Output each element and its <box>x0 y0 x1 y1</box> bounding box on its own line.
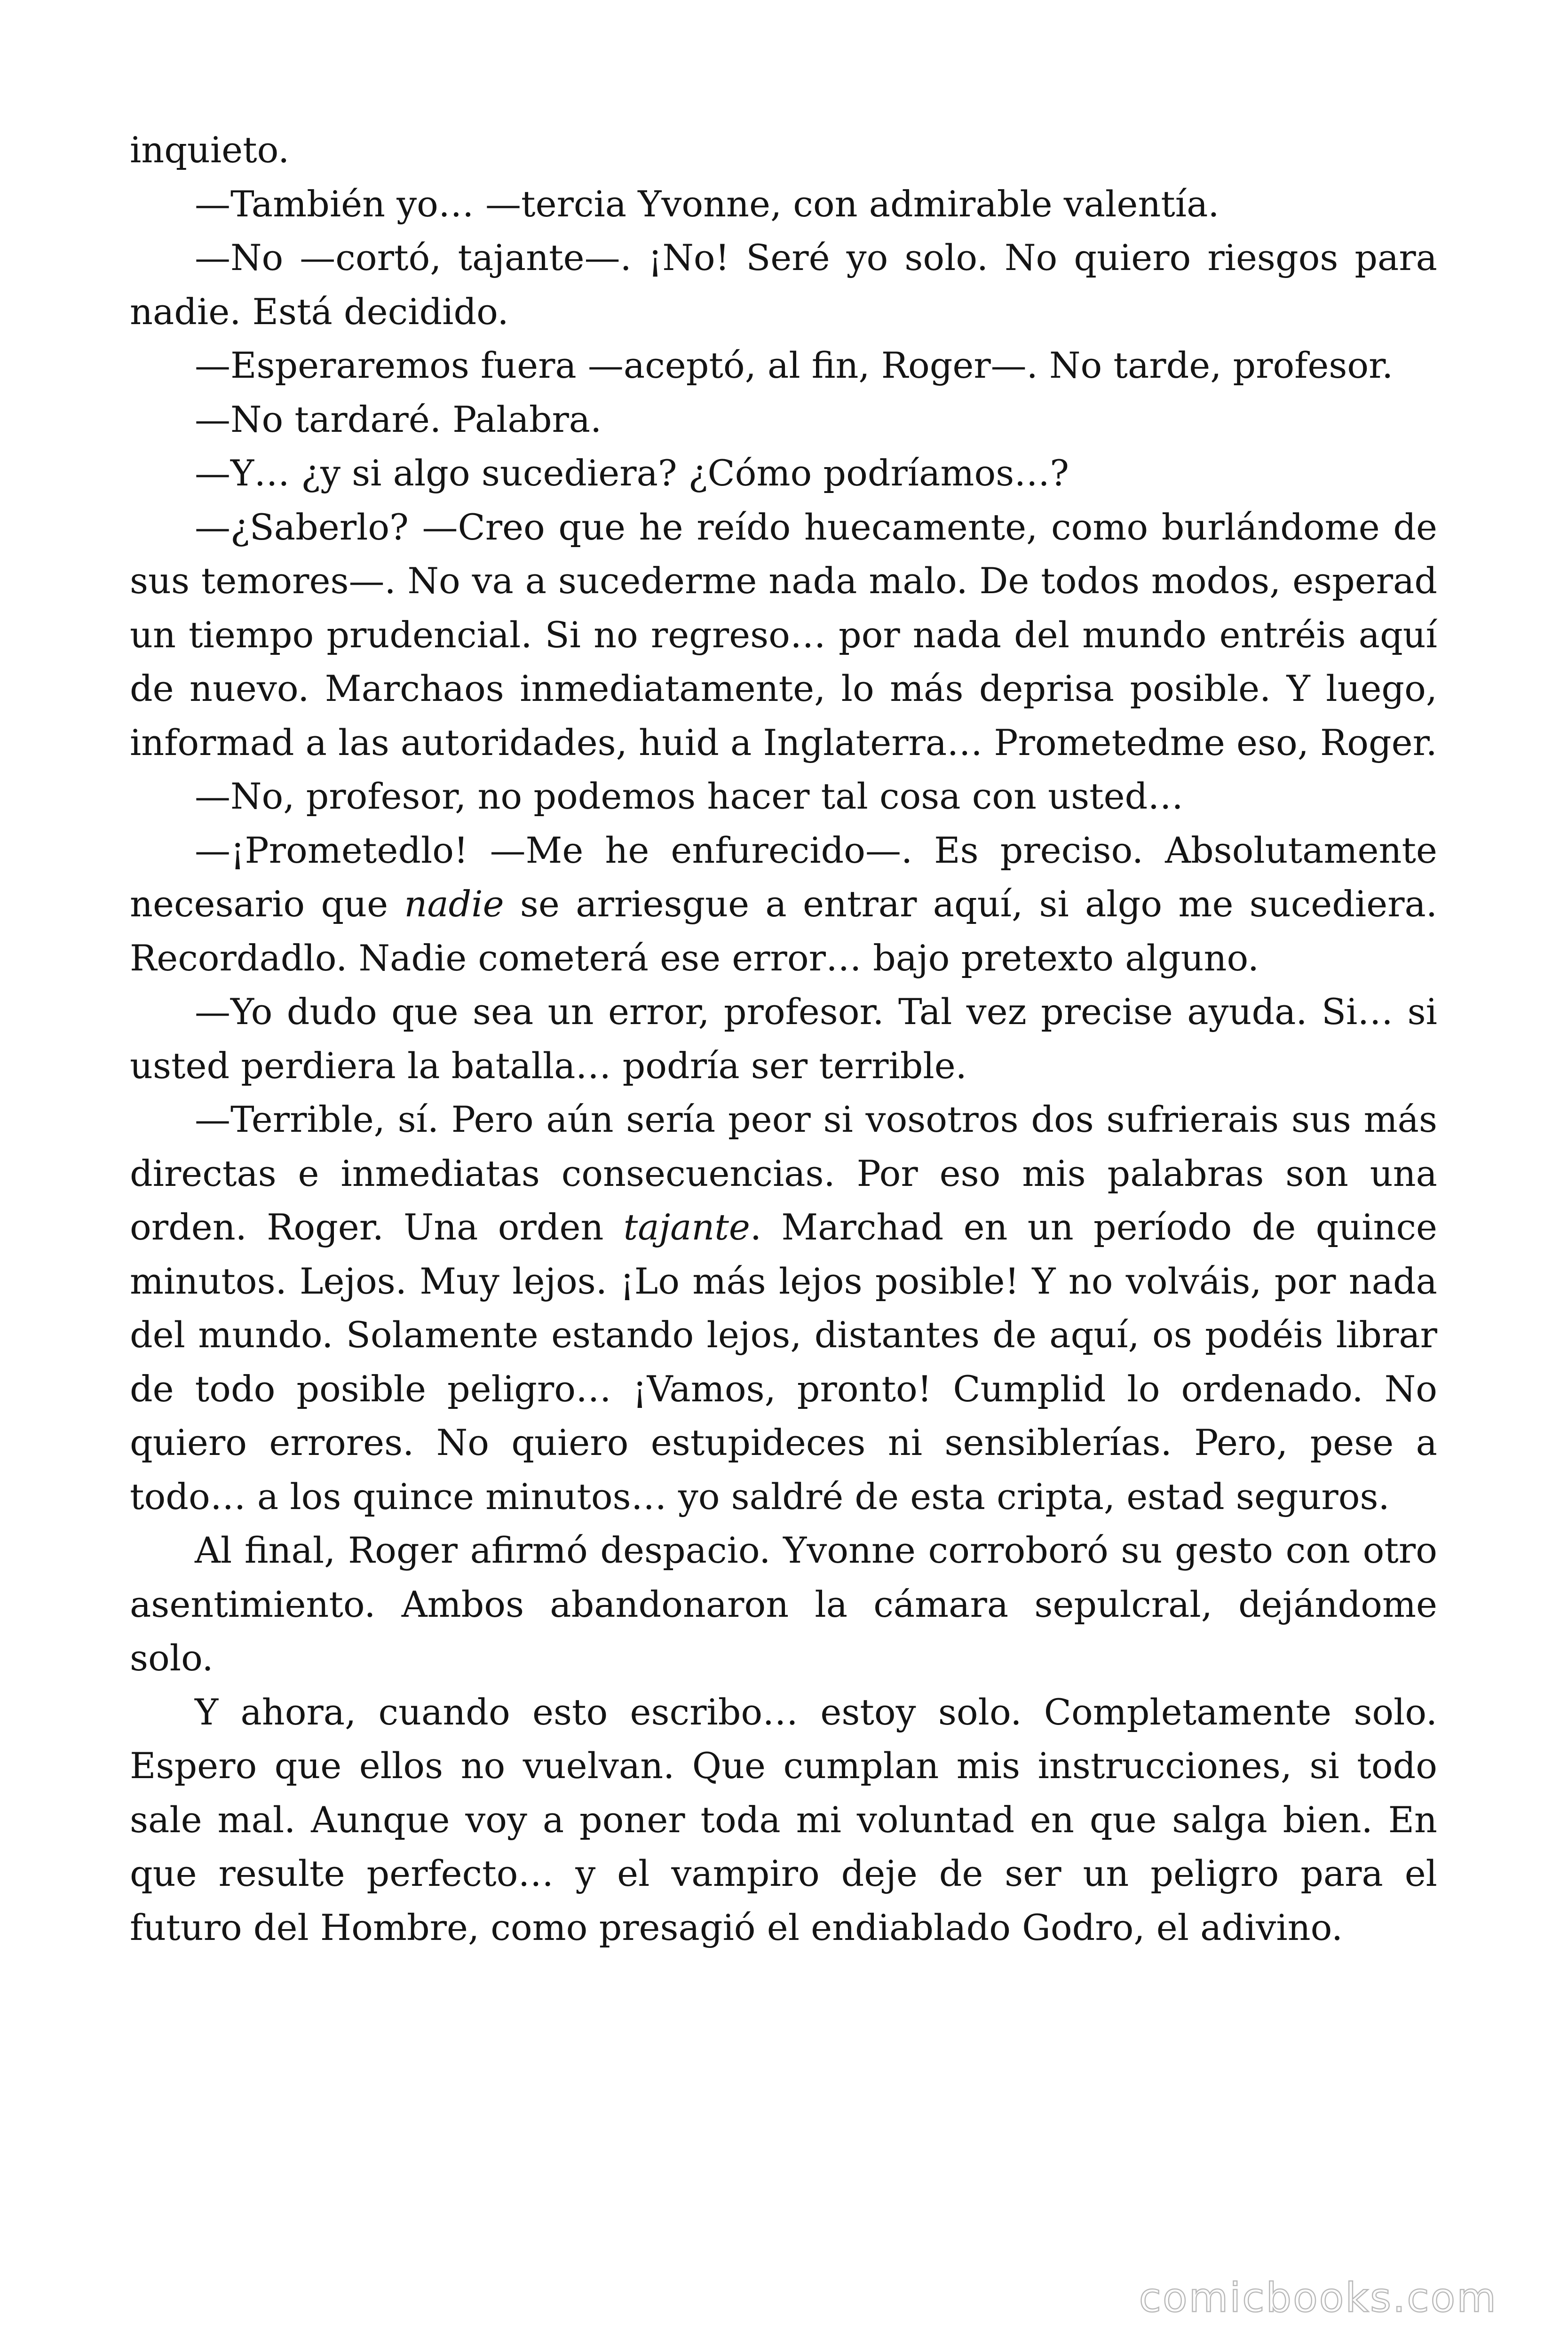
paragraph <box>130 1685 1437 1955</box>
emphasis-text: nadie <box>404 883 504 925</box>
paragraph <box>130 770 1437 824</box>
paragraph <box>130 985 1437 1093</box>
body-text <box>130 123 1437 1955</box>
paragraph <box>130 123 1437 177</box>
text-run: —¡Prometedlo! —Me he enfurecido—. Es preciso. Absolutamente necesario que <box>130 829 1437 925</box>
text-run: —También yo… —tercia Yvonne, con admirable valentía. <box>195 183 1220 225</box>
paragraph <box>130 1093 1437 1524</box>
text-run: —Terrible, sí. Pero aún sería peor si vosotros dos sufrierais sus más directas e inmediatas consecuencias. Por eso mis palabras son una orden. Roger. Una orden <box>130 1098 1437 1248</box>
text-run: Y ahora, cuando esto escribo… estoy solo. Completamente solo. Espero que ellos no vuelvan. Que cumplan mis instrucciones, si todo sale mal. Aunque voy a poner toda mi voluntad en que salga bien. En que resulte perfecto… y el vampiro deje de ser un peligro para el futuro del Hombre, como presagió el endiablado Godro, el adivino. <box>130 1691 1437 1948</box>
paragraph <box>130 501 1437 770</box>
paragraph <box>130 177 1437 231</box>
text-run: Al final, Roger afirmó despacio. Yvonne corroboró su gesto con otro asentimiento. Ambos abandonaron la cámara sepulcral, dejándome solo. <box>130 1529 1437 1679</box>
text-run: se arriesgue a entrar aquí, si algo me sucediera. Recordadlo. Nadie cometerá ese error… bajo pretexto alguno. <box>130 883 1438 979</box>
watermark: comicbooks.com <box>1139 2274 1497 2321</box>
paragraph <box>130 824 1437 985</box>
emphasis-text: tajante <box>623 1206 750 1248</box>
paragraph <box>130 446 1437 501</box>
text-run: —Y… ¿y si algo sucediera? ¿Cómo podríamos…? <box>195 452 1069 494</box>
text-run: —Esperaremos fuera —aceptó, al fin, Roger—. No tarde, profesor. <box>195 344 1394 386</box>
text-run: —No tardaré. Palabra. <box>195 398 602 440</box>
paragraph <box>130 393 1437 447</box>
paragraph <box>130 339 1437 393</box>
text-run: —¿Saberlo? —Creo que he reído huecamente, como burlándome de sus temores—. No va a sucederme nada malo. De todos modos, esperad un tiempo prudencial. Si no regreso… por nada del mundo entréis aquí de nuevo. Marchaos inmediatamente, lo más deprisa posible. Y luego, informad a las autoridades, huid a Inglaterra… Prometedme eso, Roger. <box>130 506 1437 763</box>
paragraph <box>130 1524 1437 1685</box>
text-run: . Marchad en un período de quince minutos. Lejos. Muy lejos. ¡Lo más lejos posible! Y no volváis, por nada del mundo. Solamente estando lejos, distantes de aquí, os podéis librar de todo posible peligro… ¡Vamos, pronto! Cumplid lo ordenado. No quiero errores. No quiero estupideces ni sensiblerías. Pero, pese a todo… a los quince minutos… yo saldré de esta cripta, estad seguros. <box>130 1206 1437 1518</box>
text-run: —No —cortó, tajante—. ¡No! Seré yo solo. No quiero riesgos para nadie. Está decidido. <box>130 237 1437 333</box>
text-run: —No, profesor, no podemos hacer tal cosa con usted… <box>195 775 1184 817</box>
text-run: —Yo dudo que sea un error, profesor. Tal vez precise ayuda. Si… si usted perdiera la batalla… podría ser terrible. <box>130 991 1437 1087</box>
paragraph <box>130 231 1437 339</box>
text-run: inquieto. <box>130 129 290 171</box>
